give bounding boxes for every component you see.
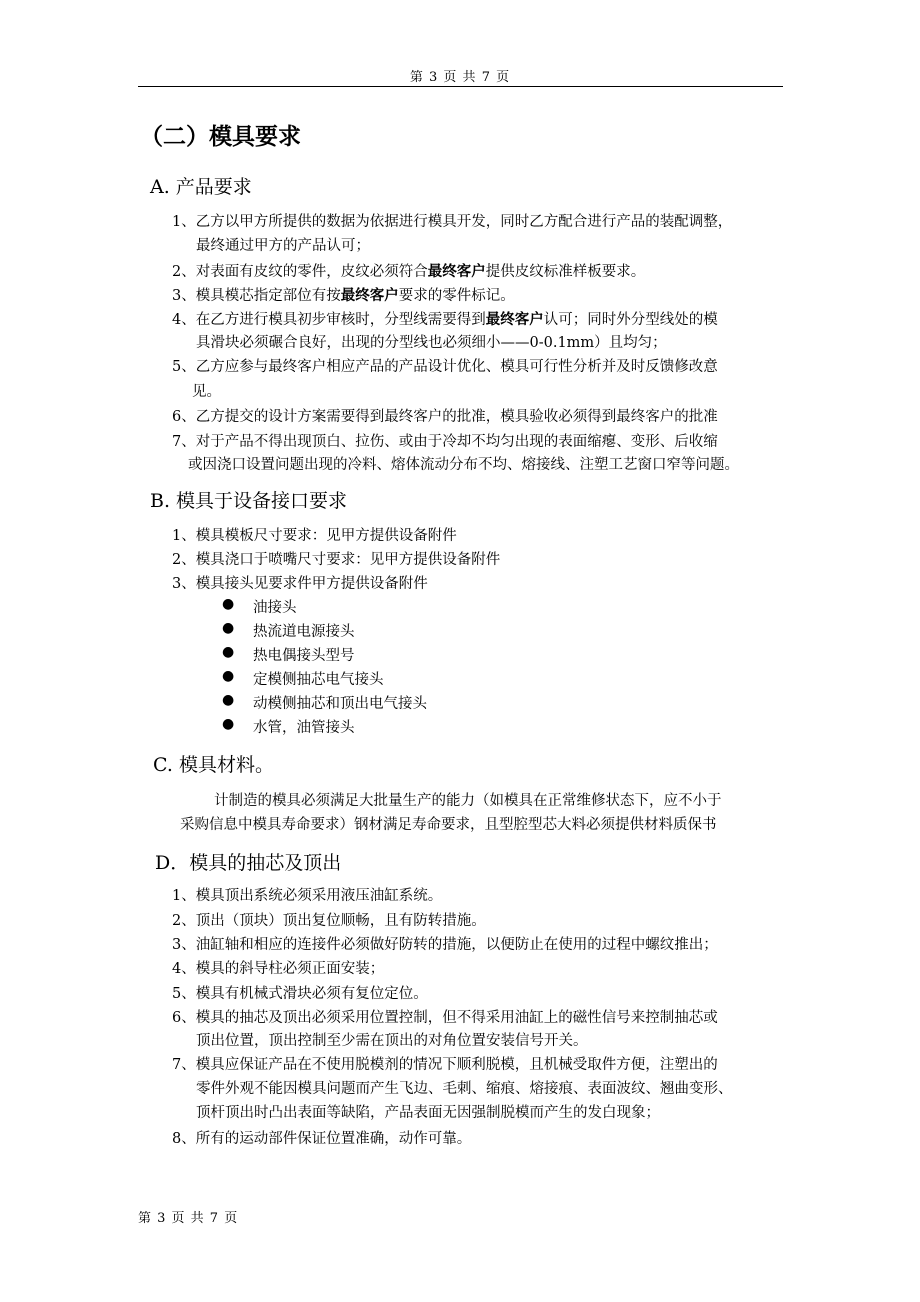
bullet-item: 油接头 — [253, 600, 297, 616]
section-a-line-6: 具滑块必须碾合良好，出现的分型线也必须细小——0-0.1mm）且均匀； — [196, 335, 667, 351]
section-a-line-10: 7、对于产品不得出现顶白、拉伤、或由于冷却不均匀出现的表面缩瘪、变形、后收缩 — [172, 434, 718, 450]
section-d-line-1: 1、模具顶出系统必须采用液压油缸系统。 — [172, 888, 443, 904]
section-d-line-10: 顶杆顶出时凸出表面等缺陷，产品表面无因强制脱模而产生的发白现象； — [196, 1105, 660, 1121]
section-c-line-1: 计制造的模具必须满足大批量生产的能力（如模具在正常维修状态下，应不小于 — [214, 793, 722, 809]
section-a-line-7: 5、乙方应参与最终客户相应产品的产品设计优化、模具可行性分析并及时反馈修改意 — [172, 359, 718, 375]
page-header: 第 3 页 共 7 页 — [409, 70, 511, 85]
section-a-line-5: 4、在乙方进行模具初步审核时，分型线需要得到最终客户认可；同时外分型线处的模 — [172, 311, 718, 328]
section-a-title: A. 产品要求 — [150, 176, 252, 198]
page-footer: 第 3 页 共 7 页 — [138, 1211, 239, 1226]
section-b-title: B. 模具于设备接口要求 — [150, 490, 348, 512]
section-d-title: D．模具的抽芯及顶出 — [155, 852, 342, 874]
bullet-icon: ● — [222, 692, 235, 708]
bullet-item: 定模侧抽芯电气接头 — [253, 672, 384, 688]
bullet-icon: ● — [222, 620, 235, 636]
section-a-line-2: 最终通过甲方的产品认可； — [196, 238, 370, 254]
section-d-line-4: 4、模具的斜导柱必须正面安装； — [172, 961, 385, 977]
section-a-line-3: 2、对表面有皮纹的零件，皮纹必须符合最终客户提供皮纹标准样板要求。 — [172, 263, 646, 280]
section-a-line-1: 1、乙方以甲方所提供的数据为依据进行模具开发，同时乙方配合进行产品的装配调整， — [172, 214, 733, 230]
bullet-icon: ● — [222, 716, 235, 732]
section-a-line-8: 见。 — [192, 384, 221, 400]
section-d-line-11: 8、所有的运动部件保证位置准确，动作可靠。 — [172, 1131, 472, 1147]
section-b-line-1: 1、模具模板尺寸要求：见甲方提供设备附件 — [172, 528, 457, 544]
section-b-line-3: 3、模具接头见要求件甲方提供设备附件 — [172, 576, 428, 592]
section-d-line-2: 2、顶出（顶块）顶出复位顺畅，且有防转措施。 — [172, 913, 486, 929]
bullet-item: 热电偶接头型号 — [253, 648, 355, 664]
bullet-icon: ● — [222, 668, 235, 684]
section-c-line-2: 采购信息中模具寿命要求）钢材满足寿命要求，且型腔型芯大料必须提供材料质保书 — [180, 817, 717, 833]
section-d-line-9: 零件外观不能因模具问题而产生飞边、毛刺、缩痕、熔接痕、表面波纹、翘曲变形、 — [196, 1081, 733, 1097]
section-d-line-5: 5、模具有机械式滑块必须有复位定位。 — [172, 986, 428, 1002]
section-d-line-3: 3、油缸轴和相应的连接件必须做好防转的措施，以便防止在使用的过程中螺纹推出； — [172, 937, 718, 953]
header-divider — [138, 86, 783, 87]
section-a-line-11: 或因浇口设置问题出现的冷料、熔体流动分布不均、熔接线、注塑工艺窗口窄等问题。 — [188, 457, 739, 473]
bullet-icon: ● — [222, 644, 235, 660]
section-b-line-2: 2、模具浇口于喷嘴尺寸要求：见甲方提供设备附件 — [172, 552, 501, 568]
chapter-title: （二）模具要求 — [140, 123, 301, 150]
section-a-line-4: 3、模具模芯指定部位有按最终客户要求的零件标记。 — [172, 287, 515, 304]
section-d-line-8: 7、模具应保证产品在不使用脱模剂的情况下顺利脱模，且机械受取件方便，注塑出的 — [172, 1057, 718, 1073]
section-d-line-6: 6、模具的抽芯及顶出必须采用位置控制，但不得采用油缸上的磁性信号来控制抽芯或 — [172, 1010, 718, 1026]
section-a-line-9: 6、乙方提交的设计方案需要得到最终客户的批准，模具验收必须得到最终客户的批准 — [172, 409, 718, 425]
bullet-item: 水管，油管接头 — [253, 720, 355, 736]
bullet-icon: ● — [222, 596, 235, 612]
section-d-line-7: 顶出位置，顶出控制至少需在顶出的对角位置安装信号开关。 — [196, 1033, 588, 1049]
bullet-item: 动模侧抽芯和顶出电气接头 — [253, 696, 427, 712]
section-c-title: C. 模具材料。 — [153, 754, 274, 776]
bullet-item: 热流道电源接头 — [253, 624, 355, 640]
